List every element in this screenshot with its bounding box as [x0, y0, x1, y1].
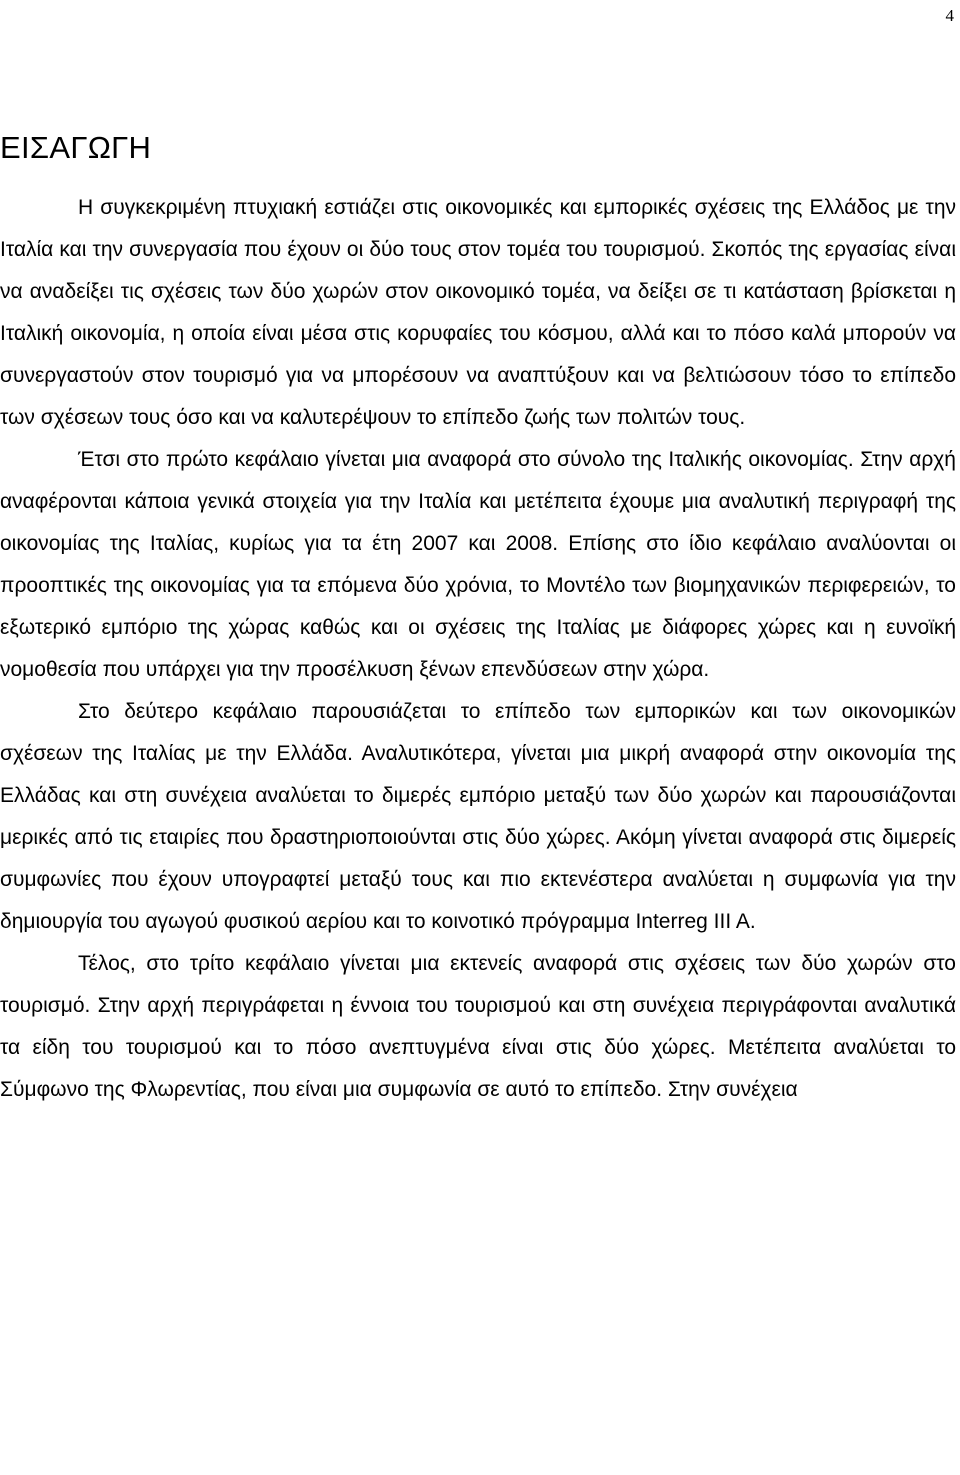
document-body: [0, 187, 956, 1111]
paragraph: Έτσι στο πρώτο κεφάλαιο γίνεται μια αναφορά στο σύνολο της Ιταλικής οικονομίας. Στην αρχή αναφέρονται κάποια γενικά στοιχεία για την Ιταλία και μετέπειτα έχουμε μια αναλυτική περιγραφή της οικονομίας της Ιταλίας, κυρίως για τα έτη 2007 και 2008. Επίσης στο ίδιο κεφάλαιο αναλύονται οι προοπτικές της οικονομίας για τα επόμενα δύο χρόνια, το Μοντέλο των βιομηχανικών περιφερειών, το εξωτερικό εμπόριο της χώρας καθώς και οι σχέσεις της Ιταλίας με διάφορες χώρες και η ευνοϊκή νομοθεσία που υπάρχει για την προσέλκυση ξένων επενδύσεων στην χώρα.: [0, 448, 956, 681]
section-heading: ΕΙΣΑΓΩΓΗ: [0, 130, 152, 165]
paragraph: Η συγκεκριμένη πτυχιακή εστιάζει στις οικονομικές και εμπορικές σχέσεις της Ελλάδος με την Ιταλία και την συνεργασία που έχουν οι δύο τους στον τομέα του τουρισμού. Σκοπός της εργασίας είναι να αναδείξει τις σχέσεις των δύο χωρών στον οικονομικό τομέα, να δείξει σε τι κατάσταση βρίσκεται η Ιταλική οικονομία, η οποία είναι μέσα στις κορυφαίες του κόσμου, αλλά και το πόσο καλά μπορούν να συνεργαστούν στον τουρισμό για να μπορέσουν να αναπτύξουν και να βελτιώσουν τόσο το επίπεδο των σχέσεων τους όσο και να καλυτερέψουν το επίπεδο ζωής των πολιτών τους.: [0, 196, 956, 429]
paragraph: Τέλος, στο τρίτο κεφάλαιο γίνεται μια εκτενείς αναφορά στις σχέσεις των δύο χωρών στο τουρισμό. Στην αρχή περιγράφεται η έννοια του τουρισμού και στη συνέχεια περιγράφονται αναλυτικά τα είδη του τουρισμού και το πόσο ανεπτυγμένα είναι στις δύο χώρες. Μετέπειτα αναλύεται το Σύμφωνο της Φλωρεντίας, που είναι μια συμφωνία σε αυτό το επίπεδο. Στην συνέχεια: [0, 952, 956, 1101]
paragraph: Στο δεύτερο κεφάλαιο παρουσιάζεται το επίπεδο των εμπορικών και των οικονομικών σχέσεων της Ιταλίας με την Ελλάδα. Αναλυτικότερα, γίνεται μια μικρή αναφορά στην οικονομία της Ελλάδας και στη συνέχεια αναλύεται το διμερές εμπόριο μεταξύ των δύο χωρών και παρουσιάζονται μερικές από τις εταιρίες που δραστηριοποιούνται στις δύο χώρες. Ακόμη γίνεται αναφορά στις διμερείς συμφωνίες που έχουν υπογραφτεί μεταξύ τους και πιο εκτενέστερα αναλύεται η συμφωνία για την δημιουργία του αγωγού φυσικού αερίου και το κοινοτικό πρόγραμμα Interreg III A.: [0, 700, 956, 933]
page-number: 4: [945, 6, 954, 25]
